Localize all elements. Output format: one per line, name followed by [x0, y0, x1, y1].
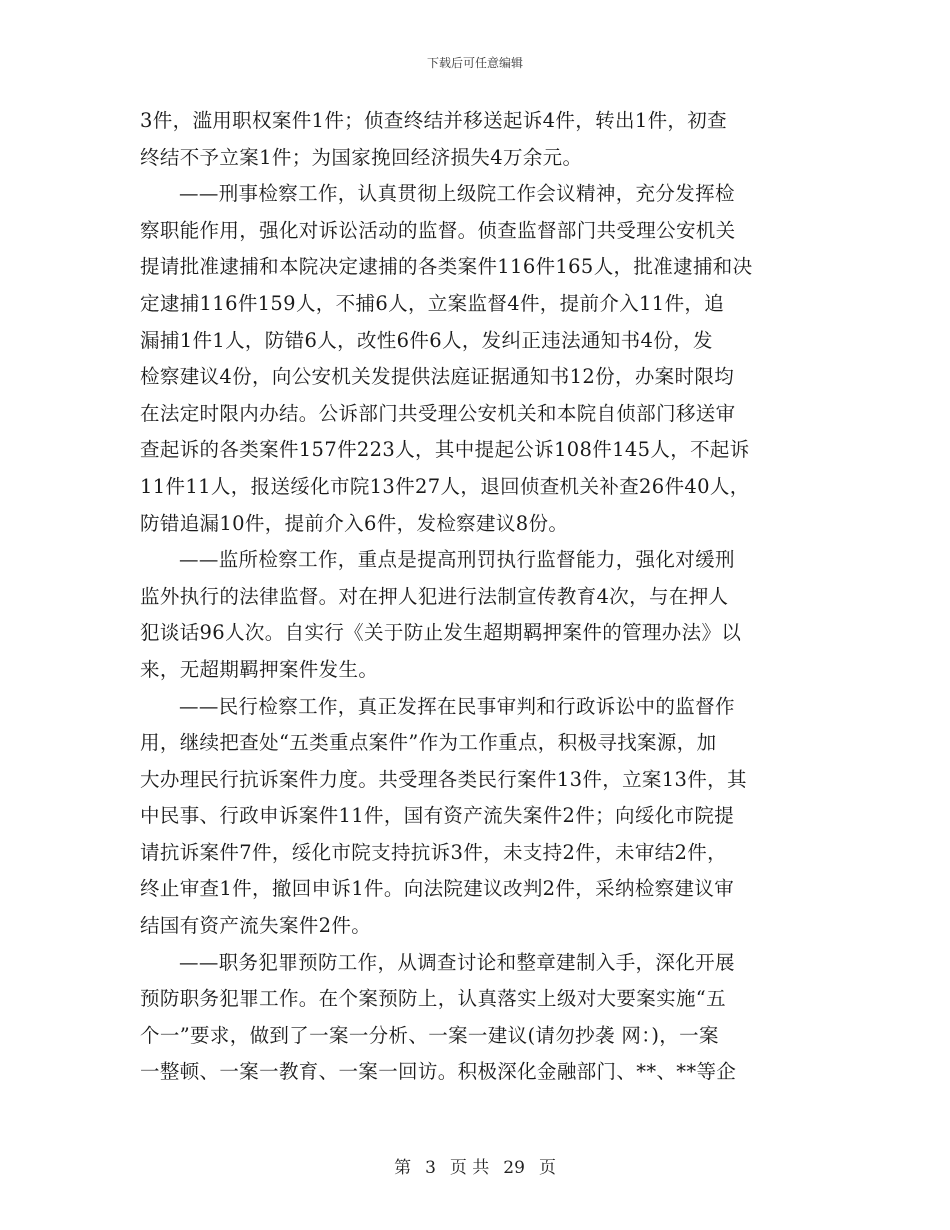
text-line: 结国有资产流失案件2件。 — [140, 914, 372, 938]
text-line: 检察建议4份，向公安机关发提供法庭证据通知书12份，办案时限均 — [140, 365, 735, 389]
text-line: 用，继续把查处“五类重点案件”作为工作重点，积极寻找案源，加 — [140, 731, 717, 755]
text-line: 终止审查1件，撤回申诉1件。向法院建议改判2件，采纳检察建议审 — [140, 877, 735, 901]
text-line: 在法定时限内办结。公诉部门共受理公安机关和本院自侦部门移送审 — [140, 401, 736, 425]
footer-prefix: 第 — [394, 1158, 412, 1178]
footer-suffix: 页 — [538, 1158, 556, 1178]
text-line: 3件，滥用职权案件1件；侦查终结并移送起诉4件，转出1件，初查 — [140, 109, 727, 132]
text-line: 中民事、行政申诉案件11件，国有资产流失案件2件；向绥化市院提 — [140, 804, 735, 828]
text-line: 提请批准逮捕和本院决定逮捕的各类案件116件165人，批准逮捕和决 — [140, 255, 753, 279]
header-note: 下载后可任意编辑 — [426, 56, 523, 70]
current-page-number: 3 — [425, 1158, 436, 1178]
text-line: 监外执行的法律监督。对在押人犯进行法制宣传教育4次，与在押人 — [140, 584, 729, 608]
text-line: 预防职务犯罪工作。在个案预防上，认真落实上级对大要案实施“五 — [140, 987, 726, 1011]
text-line: 11件11人，报送绥化市院13件27人，退回侦查机关补查26件40人， — [140, 474, 750, 498]
total-pages-number: 29 — [503, 1158, 525, 1178]
text-line: 犯谈话96人次。自实行《关于防止发生超期羁押案件的管理办法》以 — [140, 621, 742, 645]
footer-mid: 页 共 — [449, 1158, 490, 1178]
document-body — [140, 103, 814, 1091]
text-line: 大办理民行抗诉案件力度。共受理各类民行案件13件，立案13件，其 — [140, 767, 747, 791]
text-line: 一整顿、一案一教育、一案一回访。积极深化金融部门、**、**等企 — [140, 1060, 737, 1084]
text-line: ——民行检察工作，真正发挥在民事审判和行政诉讼中的监督作 — [179, 694, 735, 718]
text-line: 查起诉的各类案件157件223人，其中提起公诉108件145人，不起诉 — [140, 438, 750, 462]
text-line: 个一”要求，做到了一案一分析、一案一建议(请勿抄袭 网：)，一案 — [140, 1023, 719, 1047]
text-line: 定逮捕116件159人，不捕6人，立案监督4件，提前介入11件，追 — [140, 291, 725, 315]
text-line: ——刑事检察工作，认真贯彻上级院工作会议精神，充分发挥检 — [179, 182, 735, 206]
text-line: 防错追漏10件，提前介入6件，发检察建议8份。 — [140, 511, 569, 535]
page-footer — [0, 1153, 950, 1178]
text-line: ——职务犯罪预防工作，从调查讨论和整章建制入手，深化开展 — [179, 950, 735, 974]
text-line: 来，无超期羁押案件发生。 — [140, 657, 379, 681]
text-line: 请抗诉案件7件，绥化市院支持抗诉3件，未支持2件，未审结2件， — [140, 840, 727, 864]
text-line: 终结不予立案1件；为国家挽回经济损失4万余元。 — [140, 145, 583, 169]
text-line: 察职能作用，强化对诉讼活动的监督。侦查监督部门共受理公安机关 — [140, 218, 736, 242]
text-line: ——监所检察工作，重点是提高刑罚执行监督能力，强化对缓刑 — [179, 548, 735, 572]
text-line: 漏捕1件1人，防错6人，改性6件6人，发纠正违法通知书4份，发 — [140, 328, 713, 352]
